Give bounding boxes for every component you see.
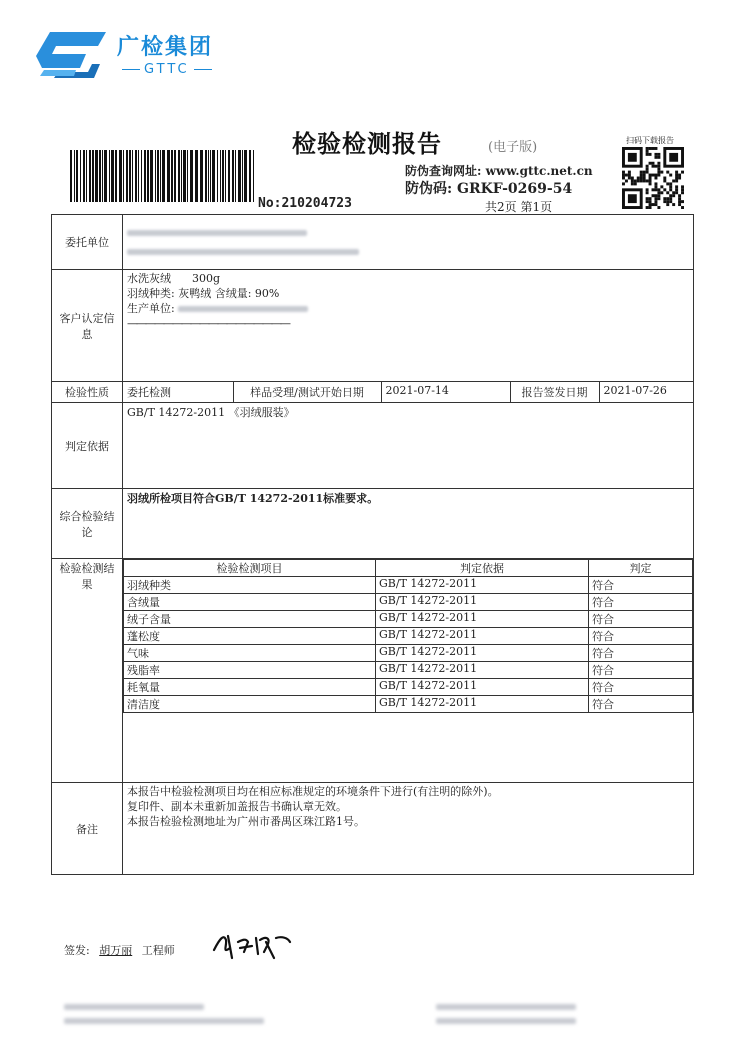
customer-line: 生产单位:: [127, 302, 175, 315]
results-basis: GB/T 14272-2011: [376, 645, 589, 662]
results-table-row: [124, 628, 693, 645]
results-verdict: 符合: [589, 645, 693, 662]
customer-row: [52, 270, 694, 382]
results-item: 清洁度: [124, 696, 376, 713]
signature-icon: [210, 928, 294, 962]
results-verdict: 符合: [589, 628, 693, 645]
results-table-row: [124, 594, 693, 611]
results-item: 残脂率: [124, 662, 376, 679]
report-number: No:210204723: [258, 196, 352, 211]
results-basis: GB/T 14272-2011: [376, 594, 589, 611]
results-header: [124, 560, 693, 577]
footer-blurred-text: [64, 1004, 204, 1010]
barcode-icon: [70, 150, 350, 202]
signer-title: 工程师: [141, 944, 175, 957]
results-basis: GB/T 14272-2011: [376, 628, 589, 645]
qr-caption: 扫码下载报告: [626, 136, 674, 145]
issue-date-label: 报告签发日期: [510, 382, 599, 402]
sample-date: 2021-07-14: [381, 382, 510, 402]
customer-label: 客户认定信息: [52, 270, 123, 382]
report-table: [51, 214, 694, 875]
conclusion-value: 羽绒所检项目符合GB/T 14272-2011标准要求。: [123, 489, 694, 559]
signer-name: 胡万丽: [99, 944, 133, 957]
client-label: 委托单位: [52, 215, 123, 270]
results-table-row: [124, 577, 693, 594]
remark-line: 复印件、副本未重新加盖报告书确认章无效。: [127, 800, 347, 813]
results-verdict: 符合: [589, 611, 693, 628]
results-basis: GB/T 14272-2011: [376, 679, 589, 696]
title-suffix: (电子版): [488, 140, 538, 155]
results-basis: GB/T 14272-2011: [376, 696, 589, 713]
results-table-row: [124, 679, 693, 696]
remarks-label: 备注: [52, 783, 123, 875]
results-table-row: [124, 696, 693, 713]
conclusion-row: [52, 489, 694, 559]
results-verdict: 符合: [589, 679, 693, 696]
results-item: 耗氧量: [124, 679, 376, 696]
footer-blurred-text: [64, 1018, 264, 1024]
remark-line: 本报告中检验检测项目均在相应标准规定的环境条件下进行(有注明的除外)。: [127, 785, 499, 798]
remarks-text: [123, 783, 694, 875]
results-header-verdict: 判定: [589, 560, 693, 577]
results-table-row: [124, 662, 693, 679]
conclusion-label: 综合检验结论: [52, 489, 123, 559]
page-count: 共2页 第1页: [485, 200, 553, 214]
footer-blurred-text: [436, 1018, 576, 1024]
signoff: [64, 942, 175, 958]
results-verdict: 符合: [589, 696, 693, 713]
customer-line: 水洗灰绒 300g: [127, 272, 221, 285]
results-item: 含绒量: [124, 594, 376, 611]
verify-url: 防伪查询网址: www.gttc.net.cn: [405, 164, 593, 178]
signoff-label: 签发:: [64, 944, 90, 957]
verify-code: 防伪码: GRKF-0269-54: [405, 181, 573, 197]
qr-code-icon[interactable]: [622, 147, 684, 209]
results-table-row: [124, 645, 693, 662]
results-table-row: [124, 611, 693, 628]
gttc-logo-icon: [36, 28, 106, 80]
issue-date: 2021-07-26: [603, 384, 667, 397]
brand-abbrev: GTTC: [118, 62, 216, 77]
results-table: [123, 559, 693, 713]
customer-line: 羽绒种类: 灰鸭绒 含绒量: 90%: [127, 287, 280, 300]
page-title: 检验检测报告: [292, 129, 442, 158]
results-basis: GB/T 14272-2011: [376, 662, 589, 679]
results-basis: GB/T 14272-2011: [376, 611, 589, 628]
results-item: 绒子含量: [124, 611, 376, 628]
results-verdict: 符合: [589, 662, 693, 679]
customer-info: [123, 270, 694, 382]
footer-blurred-text: [436, 1004, 576, 1010]
client-row: [52, 215, 694, 270]
inspection-type-label: 检验性质: [52, 382, 123, 403]
client-value: [123, 215, 694, 270]
remark-line: 本报告检验检测地址为广州市番禺区珠江路1号。: [127, 815, 365, 828]
basis-row: [52, 403, 694, 489]
results-header-item: 检验检测项目: [124, 560, 376, 577]
results-row: [52, 559, 694, 783]
customer-divider: ——————————————————: [127, 317, 289, 330]
results-item: 羽绒种类: [124, 577, 376, 594]
results-basis: GB/T 14272-2011: [376, 577, 589, 594]
basis-value: GB/T 14272-2011 《羽绒服装》: [123, 403, 694, 489]
brand-name: 广检集团: [117, 35, 214, 60]
remarks-row: [52, 783, 694, 875]
basis-label: 判定依据: [52, 403, 123, 489]
inspection-row: [52, 382, 694, 403]
results-item: 蓬松度: [124, 628, 376, 645]
inspection-type: 委托检测: [123, 382, 233, 402]
results-verdict: 符合: [589, 577, 693, 594]
results-item: 气味: [124, 645, 376, 662]
sample-date-label: 样品受理/测试开始日期: [233, 382, 381, 402]
results-label: 检验检测结果: [52, 559, 123, 783]
results-header-basis: 判定依据: [376, 560, 589, 577]
results-verdict: 符合: [589, 594, 693, 611]
